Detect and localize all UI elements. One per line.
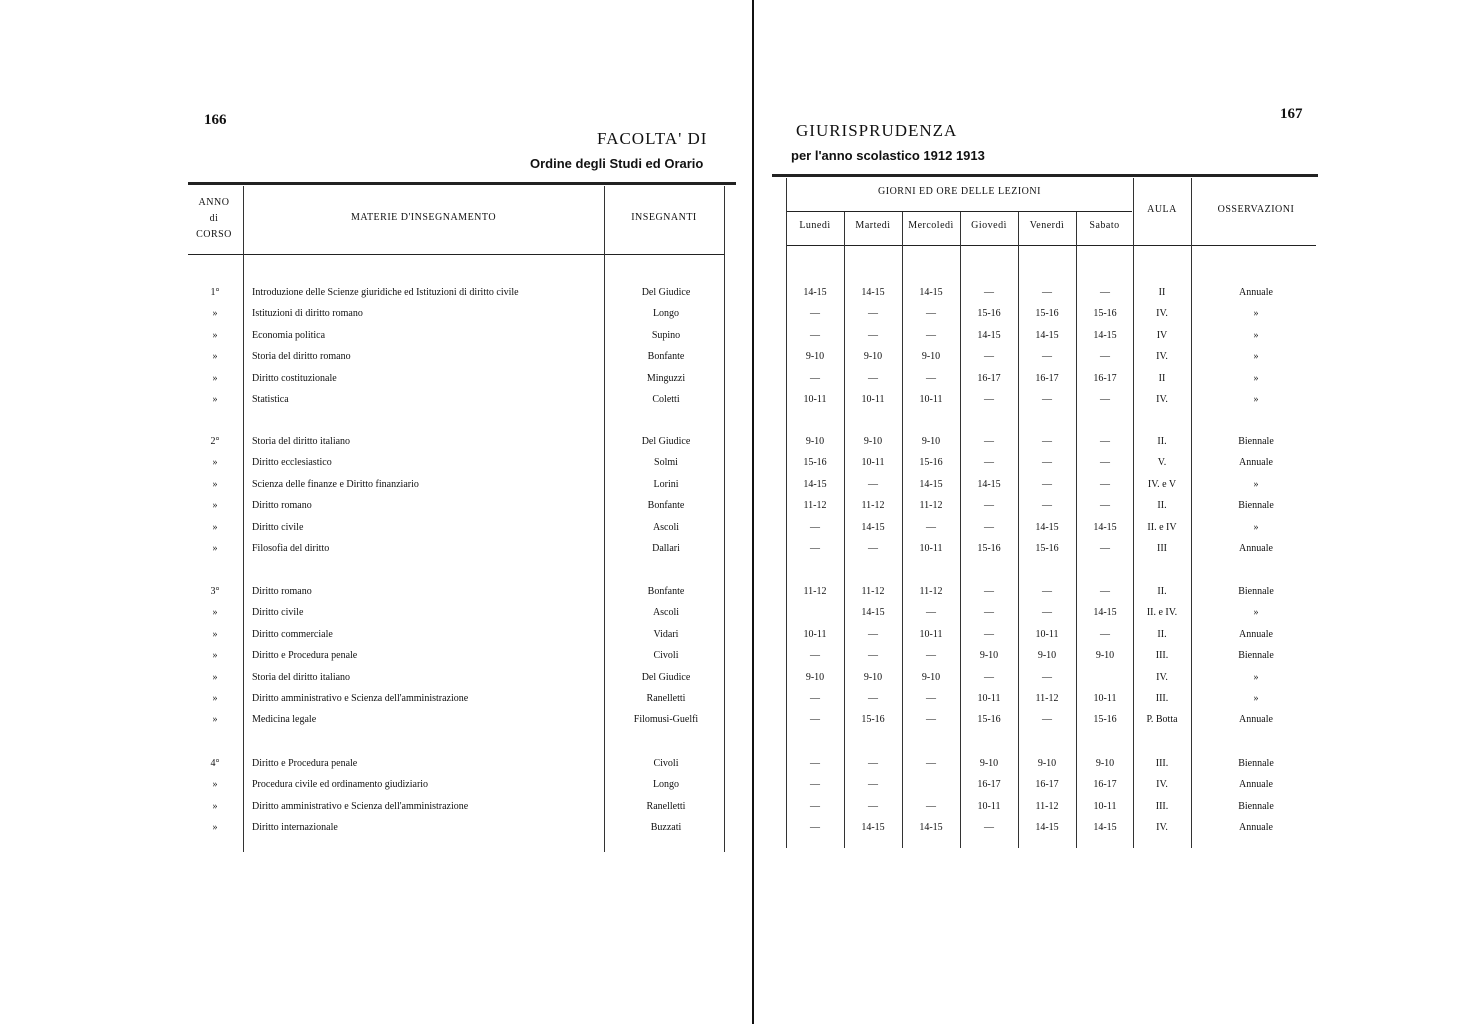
row-schedule-cell: — [984, 287, 994, 298]
row-observation: Annuale [1239, 629, 1273, 640]
row-schedule-cell: 10-11 [861, 394, 885, 405]
row-aula: III. [1155, 650, 1169, 661]
day-venerdi: Venerdì [1029, 220, 1065, 231]
right-heading: GIURISPRUDENZA [796, 121, 958, 140]
left-heading: FACOLTA' DI [597, 129, 708, 148]
row-observation: » [1253, 522, 1259, 533]
row-schedule-cell: 9-10 [1037, 758, 1057, 769]
row-schedule-cell: 14-15 [1093, 330, 1117, 341]
row-schedule-cell: 9-10 [1037, 650, 1057, 661]
row-subject: Storia del diritto italiano [252, 672, 351, 683]
row-subject: Diritto ecclesiastico [252, 457, 332, 468]
row-teacher: Filomusi-Guelfi [633, 714, 699, 725]
row-observation: » [1253, 607, 1259, 618]
row-schedule-cell: — [1042, 457, 1052, 468]
row-schedule-cell: 10-11 [919, 543, 943, 554]
row-schedule-cell: — [868, 373, 878, 384]
row-year: 2° [210, 436, 220, 447]
row-year: » [212, 822, 218, 833]
row-schedule-cell: 14-15 [1035, 330, 1059, 341]
right-col-divider-3 [960, 212, 961, 848]
row-schedule-cell: 16-17 [977, 779, 1001, 790]
row-subject: Diritto e Procedura penale [252, 758, 358, 769]
row-schedule-cell: 15-16 [1035, 308, 1059, 319]
row-observation: Annuale [1239, 714, 1273, 725]
row-subject: Diritto internazionale [252, 822, 338, 833]
row-schedule-cell: — [1100, 287, 1110, 298]
row-schedule-cell: 14-15 [1035, 522, 1059, 533]
row-aula: IV. e V [1147, 479, 1177, 490]
row-aula: III. [1155, 758, 1169, 769]
row-schedule-cell: — [810, 822, 820, 833]
row-schedule-cell: 11-12 [919, 500, 943, 511]
row-teacher: Ranelletti [646, 693, 686, 704]
row-schedule-cell: — [1100, 394, 1110, 405]
row-schedule-cell: — [868, 779, 878, 790]
row-schedule-cell: — [1042, 607, 1052, 618]
row-aula: II. e IV. [1146, 607, 1178, 618]
row-aula: III. [1155, 693, 1169, 704]
row-year: » [212, 801, 218, 812]
row-schedule-cell: — [984, 822, 994, 833]
row-schedule-cell: — [1100, 543, 1110, 554]
row-teacher: Coletti [652, 394, 680, 405]
row-teacher: Ascoli [652, 607, 680, 618]
row-subject: Storia del diritto romano [252, 351, 351, 362]
row-schedule-cell: — [984, 394, 994, 405]
row-year: » [212, 672, 218, 683]
row-observation: Annuale [1239, 779, 1273, 790]
right-header-rule [786, 245, 1316, 246]
row-schedule-cell: — [868, 543, 878, 554]
row-schedule-cell: 15-16 [803, 457, 827, 468]
row-observation: Biennale [1238, 436, 1274, 447]
row-subject: Diritto amministrativo e Scienza dell'amministrazione [252, 693, 469, 704]
day-mercoledi: Mercoledì [908, 220, 954, 231]
row-year: » [212, 779, 218, 790]
left-col-divider-2 [604, 186, 605, 852]
row-schedule-cell: 11-12 [919, 586, 943, 597]
left-col-divider-3 [724, 186, 725, 852]
row-aula: II. [1157, 436, 1167, 447]
row-schedule-cell: 16-17 [1093, 373, 1117, 384]
right-col-divider-0 [786, 178, 787, 848]
row-schedule-cell: — [1042, 586, 1052, 597]
row-year: 1° [210, 287, 220, 298]
right-subheading: per l'anno scolastico 1912 1913 [791, 148, 985, 163]
row-schedule-cell: 15-16 [1093, 714, 1117, 725]
row-aula: IV. [1156, 779, 1168, 790]
days-rule [786, 211, 1132, 212]
row-observation: Annuale [1239, 457, 1273, 468]
row-aula: II. [1157, 586, 1167, 597]
row-schedule-cell: — [810, 522, 820, 533]
row-teacher: Bonfante [647, 586, 685, 597]
row-year: » [212, 373, 218, 384]
row-schedule-cell: 10-11 [1093, 693, 1117, 704]
row-aula: V. [1157, 457, 1167, 468]
row-schedule-cell: — [810, 650, 820, 661]
row-schedule-cell: 11-12 [1035, 693, 1059, 704]
row-teacher: Minguzzi [646, 373, 686, 384]
row-aula: IV. [1156, 394, 1168, 405]
row-subject: Medicina legale [252, 714, 317, 725]
row-aula: IV. [1156, 351, 1168, 362]
row-schedule-cell: 10-11 [1093, 801, 1117, 812]
row-observation: Biennale [1238, 500, 1274, 511]
row-schedule-cell: 9-10 [921, 436, 941, 447]
row-schedule-cell: — [810, 330, 820, 341]
row-teacher: Bonfante [647, 500, 685, 511]
row-teacher: Longo [652, 779, 680, 790]
row-year: » [212, 522, 218, 533]
row-year: » [212, 714, 218, 725]
row-schedule-cell: — [1100, 351, 1110, 362]
left-col-divider-1 [243, 186, 244, 852]
row-schedule-cell: 9-10 [1095, 650, 1115, 661]
row-teacher: Bonfante [647, 351, 685, 362]
row-schedule-cell: 15-16 [977, 714, 1001, 725]
row-schedule-cell: — [984, 351, 994, 362]
row-schedule-cell: 10-11 [977, 693, 1001, 704]
row-schedule-cell: — [1100, 586, 1110, 597]
row-schedule-cell: 10-11 [919, 629, 943, 640]
col-anno-line-1: ANNO [198, 197, 230, 208]
row-schedule-cell: 14-15 [919, 287, 943, 298]
row-schedule-cell: 16-17 [1035, 779, 1059, 790]
col-anno-line-2: di [209, 213, 219, 224]
row-observation: » [1253, 479, 1259, 490]
row-schedule-cell: 11-12 [861, 500, 885, 511]
row-schedule-cell: 14-15 [1035, 822, 1059, 833]
row-year: » [212, 629, 218, 640]
row-schedule-cell: — [984, 457, 994, 468]
row-schedule-cell: — [926, 373, 936, 384]
row-observation: Annuale [1239, 822, 1273, 833]
row-schedule-cell: 10-11 [861, 457, 885, 468]
row-schedule-cell: 14-15 [803, 479, 827, 490]
row-subject: Filosofia del diritto [252, 543, 330, 554]
row-schedule-cell: — [926, 693, 936, 704]
left-subheading: Ordine degli Studi ed Orario [530, 156, 704, 171]
row-schedule-cell: — [810, 758, 820, 769]
left-top-rule [188, 182, 736, 185]
row-schedule-cell: 10-11 [803, 394, 827, 405]
row-subject: Procedura civile ed ordinamento giudiziario [252, 779, 429, 790]
row-schedule-cell: — [926, 607, 936, 618]
day-sabato: Sabato [1089, 220, 1120, 231]
row-teacher: Buzzati [650, 822, 682, 833]
row-aula: IV. [1156, 822, 1168, 833]
row-schedule-cell: 11-12 [803, 500, 827, 511]
row-schedule-cell: 15-16 [1035, 543, 1059, 554]
row-schedule-cell: — [926, 522, 936, 533]
row-schedule-cell: — [984, 436, 994, 447]
col-anno-line-3: CORSO [196, 229, 232, 240]
row-schedule-cell: 9-10 [805, 436, 825, 447]
row-teacher: Dallari [652, 543, 680, 554]
row-observation: » [1253, 394, 1259, 405]
row-teacher: Solmi [654, 457, 678, 468]
row-schedule-cell: 10-11 [803, 629, 827, 640]
row-observation: » [1253, 672, 1259, 683]
row-schedule-cell: 11-12 [803, 586, 827, 597]
row-schedule-cell: 9-10 [979, 650, 999, 661]
row-schedule-cell: 14-15 [861, 522, 885, 533]
row-subject: Istituzioni di diritto romano [252, 308, 363, 319]
row-schedule-cell: — [1042, 714, 1052, 725]
row-schedule-cell: 14-15 [803, 287, 827, 298]
row-observation: Annuale [1239, 543, 1273, 554]
row-schedule-cell: — [1100, 457, 1110, 468]
row-schedule-cell: 9-10 [863, 672, 883, 683]
row-aula: III [1157, 543, 1167, 554]
left-page-number: 166 [204, 112, 227, 128]
row-schedule-cell: 14-15 [919, 822, 943, 833]
row-aula: II. e IV [1147, 522, 1177, 533]
row-year: » [212, 308, 218, 319]
row-aula: II [1158, 373, 1166, 384]
row-schedule-cell: — [868, 758, 878, 769]
row-aula: II [1158, 287, 1166, 298]
row-schedule-cell: 14-15 [1093, 607, 1117, 618]
row-subject: Diritto civile [252, 522, 304, 533]
row-schedule-cell: — [1100, 479, 1110, 490]
row-schedule-cell: 11-12 [861, 586, 885, 597]
row-observation: » [1253, 373, 1259, 384]
row-schedule-cell: — [984, 672, 994, 683]
row-schedule-cell: 15-16 [919, 457, 943, 468]
row-schedule-cell: 14-15 [977, 330, 1001, 341]
row-schedule-cell: 15-16 [977, 308, 1001, 319]
row-schedule-cell: — [1042, 287, 1052, 298]
row-schedule-cell: — [868, 801, 878, 812]
row-year: » [212, 650, 218, 661]
row-schedule-cell: — [868, 650, 878, 661]
row-schedule-cell: — [868, 330, 878, 341]
day-giovedi: Giovedì [971, 220, 1007, 231]
row-subject: Statistica [252, 394, 289, 405]
row-schedule-cell: — [926, 330, 936, 341]
row-schedule-cell: 11-12 [1035, 801, 1059, 812]
row-schedule-cell: — [810, 779, 820, 790]
row-teacher: Longo [652, 308, 680, 319]
right-top-rule [772, 174, 1318, 177]
row-schedule-cell: — [810, 714, 820, 725]
row-schedule-cell: 10-11 [1035, 629, 1059, 640]
row-subject: Diritto romano [252, 500, 312, 511]
row-schedule-cell: — [926, 714, 936, 725]
row-teacher: Civoli [653, 650, 679, 661]
row-subject: Diritto romano [252, 586, 312, 597]
row-year: » [212, 394, 218, 405]
row-teacher: Del Giudice [641, 672, 691, 683]
right-col-divider-5 [1076, 212, 1077, 848]
row-year: » [212, 330, 218, 341]
row-schedule-cell: 14-15 [861, 287, 885, 298]
book-spine [752, 0, 754, 1024]
row-schedule-cell: — [926, 650, 936, 661]
row-observation: Annuale [1239, 287, 1273, 298]
row-schedule-cell: 9-10 [979, 758, 999, 769]
right-col-divider-6 [1133, 178, 1134, 848]
row-schedule-cell: 15-16 [861, 714, 885, 725]
day-martedi: Martedì [855, 220, 891, 231]
right-page-number: 167 [1280, 106, 1303, 122]
row-schedule-cell: 15-16 [977, 543, 1001, 554]
row-schedule-cell: 14-15 [861, 822, 885, 833]
row-schedule-cell: — [1100, 629, 1110, 640]
row-schedule-cell: — [984, 500, 994, 511]
row-aula: IV. [1156, 308, 1168, 319]
row-schedule-cell: — [810, 543, 820, 554]
row-aula: II. [1157, 500, 1167, 511]
row-schedule-cell: 16-17 [1093, 779, 1117, 790]
row-observation: » [1253, 693, 1259, 704]
row-schedule-cell: 16-17 [1035, 373, 1059, 384]
row-schedule-cell: — [1100, 500, 1110, 511]
row-schedule-cell: 15-16 [1093, 308, 1117, 319]
row-schedule-cell: 9-10 [1095, 758, 1115, 769]
row-aula: IV [1156, 330, 1168, 341]
row-schedule-cell: 9-10 [863, 351, 883, 362]
col-anno-header [188, 195, 240, 243]
row-teacher: Lorini [653, 479, 679, 490]
row-observation: » [1253, 351, 1259, 362]
row-schedule-cell: — [1042, 479, 1052, 490]
row-schedule-cell: — [1042, 672, 1052, 683]
row-observation: » [1253, 330, 1259, 341]
row-schedule-cell: 9-10 [863, 436, 883, 447]
row-year: » [212, 607, 218, 618]
row-schedule-cell: — [1042, 351, 1052, 362]
row-subject: Diritto commerciale [252, 629, 333, 640]
row-teacher: Del Giudice [641, 436, 691, 447]
row-schedule-cell: 14-15 [861, 607, 885, 618]
row-year: » [212, 351, 218, 362]
row-schedule-cell: — [984, 586, 994, 597]
row-aula: II. [1157, 629, 1167, 640]
row-year: 3° [210, 586, 220, 597]
row-schedule-cell: 14-15 [1093, 522, 1117, 533]
row-schedule-cell: 10-11 [919, 394, 943, 405]
right-col-divider-4 [1018, 212, 1019, 848]
col-osservazioni-header: OSSERVAZIONI [1217, 204, 1295, 215]
row-year: » [212, 543, 218, 554]
row-schedule-cell: 14-15 [1093, 822, 1117, 833]
row-schedule-cell: — [810, 373, 820, 384]
row-aula: IV. [1156, 672, 1168, 683]
row-schedule-cell: 14-15 [977, 479, 1001, 490]
row-aula: P. Botta [1146, 714, 1178, 725]
row-year: » [212, 693, 218, 704]
row-subject: Economia politica [252, 330, 326, 341]
row-schedule-cell: — [810, 801, 820, 812]
row-schedule-cell: 9-10 [805, 672, 825, 683]
row-subject: Introduzione delle Scienze giuridiche ed Istituzioni di diritto civile [252, 287, 519, 298]
row-year: 4° [210, 758, 220, 769]
day-lunedi: Lunedì [799, 220, 831, 231]
row-schedule-cell: — [1100, 436, 1110, 447]
row-observation: » [1253, 308, 1259, 319]
row-observation: Biennale [1238, 801, 1274, 812]
col-materie-header: MATERIE D'INSEGNAMENTO [350, 212, 497, 223]
row-schedule-cell: 9-10 [921, 672, 941, 683]
row-schedule-cell: 10-11 [977, 801, 1001, 812]
row-schedule-cell: — [984, 607, 994, 618]
row-schedule-cell: — [926, 758, 936, 769]
row-schedule-cell: — [1042, 394, 1052, 405]
row-schedule-cell: 9-10 [921, 351, 941, 362]
col-aula-header: AULA [1147, 204, 1177, 215]
col-giorni-header: GIORNI ED ORE DELLE LEZIONI [878, 186, 1041, 197]
row-schedule-cell: — [810, 308, 820, 319]
row-schedule-cell: — [868, 693, 878, 704]
row-observation: Biennale [1238, 650, 1274, 661]
row-subject: Diritto costituzionale [252, 373, 337, 384]
right-col-divider-7 [1191, 178, 1192, 848]
row-schedule-cell: — [926, 801, 936, 812]
row-year: » [212, 479, 218, 490]
left-header-rule [188, 254, 724, 255]
row-subject: Diritto e Procedura penale [252, 650, 358, 661]
row-schedule-cell: — [868, 308, 878, 319]
row-schedule-cell: 14-15 [919, 479, 943, 490]
row-schedule-cell: — [984, 522, 994, 533]
row-subject: Storia del diritto italiano [252, 436, 351, 447]
row-teacher: Civoli [653, 758, 679, 769]
row-subject: Diritto amministrativo e Scienza dell'amministrazione [252, 801, 469, 812]
row-teacher: Del Giudice [641, 287, 691, 298]
row-subject: Scienza delle finanze e Diritto finanziario [252, 479, 419, 490]
row-subject: Diritto civile [252, 607, 304, 618]
row-year: » [212, 457, 218, 468]
row-year: » [212, 500, 218, 511]
row-observation: Biennale [1238, 586, 1274, 597]
row-observation: Biennale [1238, 758, 1274, 769]
row-aula: III. [1155, 801, 1169, 812]
row-schedule-cell: — [810, 693, 820, 704]
row-schedule-cell: — [868, 479, 878, 490]
row-schedule-cell: 9-10 [805, 351, 825, 362]
row-schedule-cell: — [984, 629, 994, 640]
row-schedule-cell: — [868, 629, 878, 640]
row-schedule-cell: — [1042, 500, 1052, 511]
row-schedule-cell: — [926, 308, 936, 319]
right-col-divider-1 [844, 212, 845, 848]
right-col-divider-2 [902, 212, 903, 848]
row-teacher: Supino [651, 330, 681, 341]
row-schedule-cell: — [1042, 436, 1052, 447]
row-teacher: Vidari [653, 629, 679, 640]
row-teacher: Ranelletti [646, 801, 686, 812]
col-insegnanti-header: INSEGNANTI [631, 212, 697, 223]
row-teacher: Ascoli [652, 522, 680, 533]
row-schedule-cell: 16-17 [977, 373, 1001, 384]
